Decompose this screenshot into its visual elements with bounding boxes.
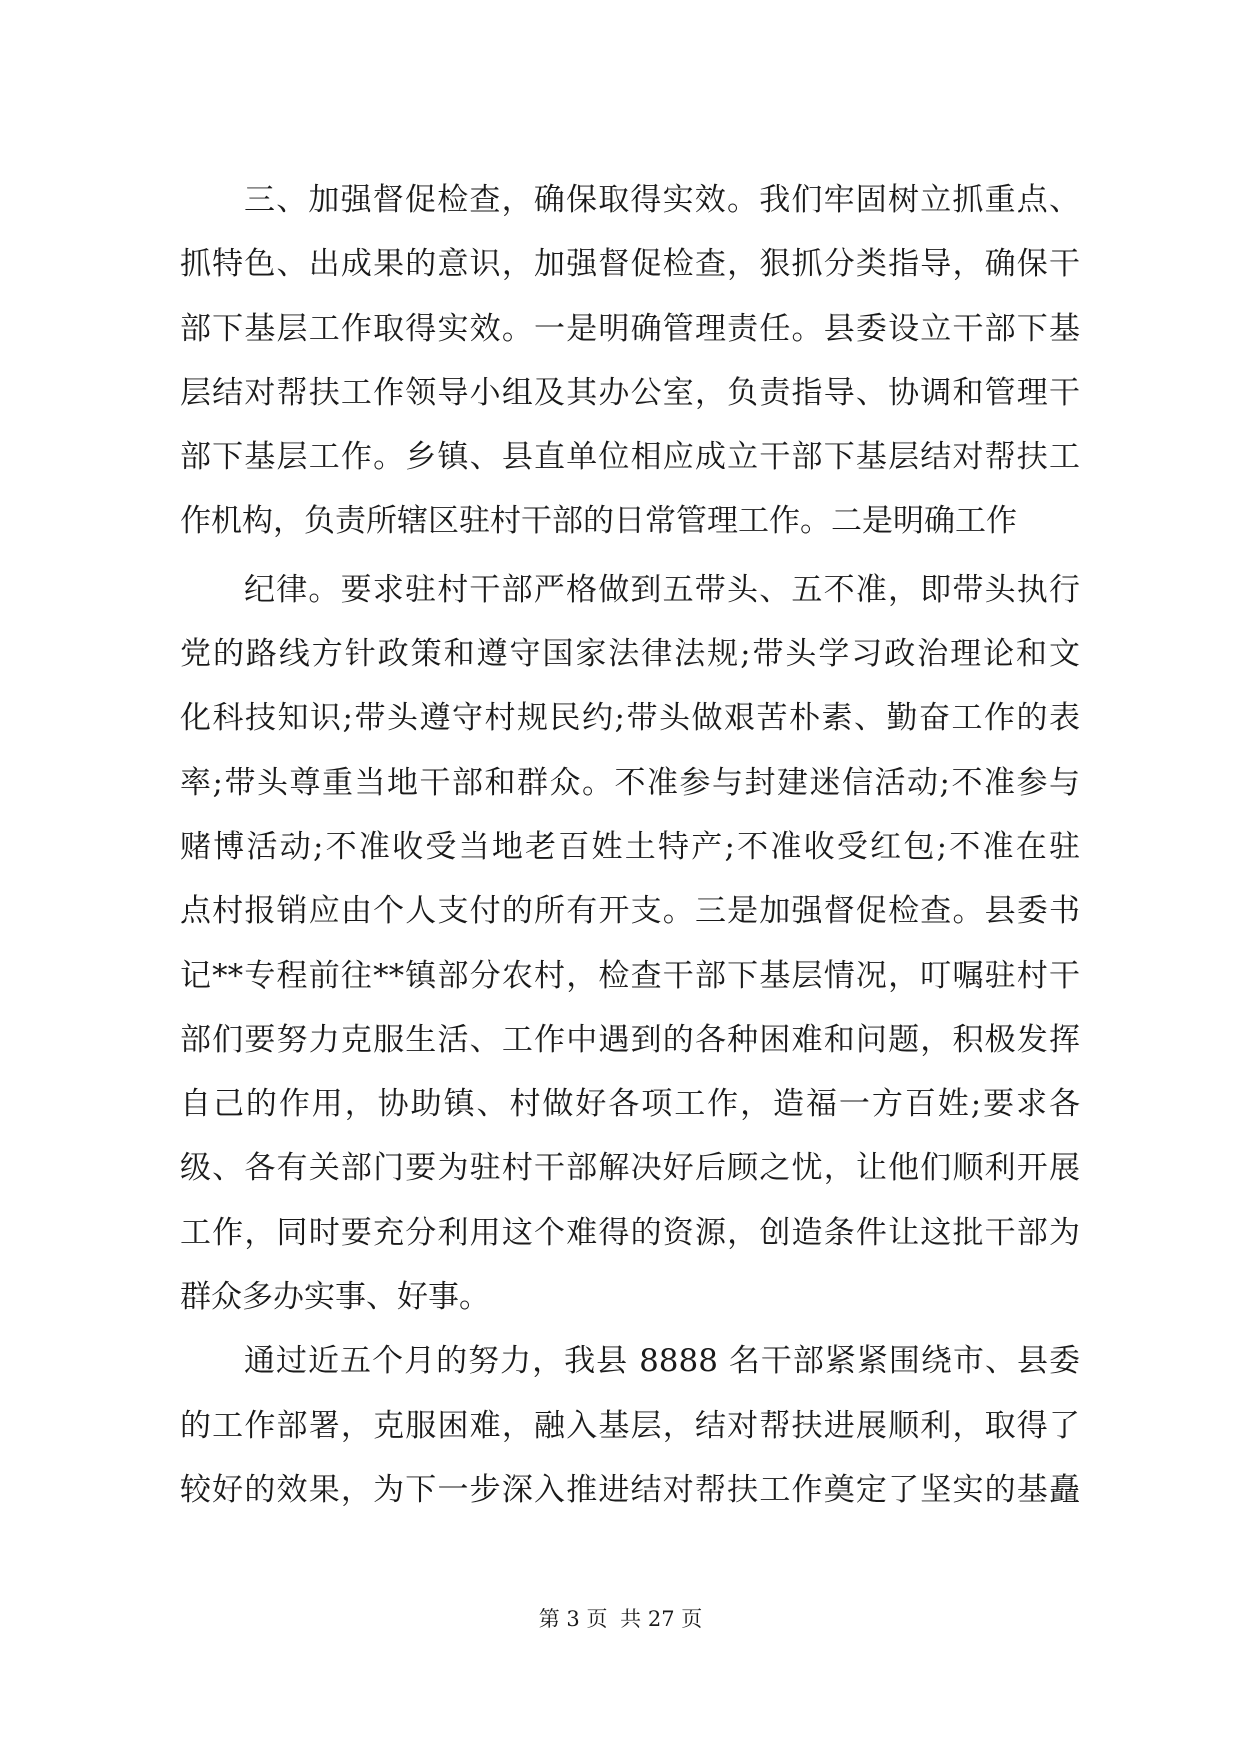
- text-line: 部下基层工作。乡镇、县直单位相应成立干部下基层结对帮扶工: [180, 439, 1080, 476]
- paragraph-supervision: [180, 168, 1080, 554]
- paragraph-discipline: [180, 558, 1080, 1330]
- document-body: [180, 168, 1080, 1522]
- text-line: 通过近五个月的努力，我县 8888 名干部紧紧围绕市、县委: [244, 1343, 1080, 1380]
- text-line: 党的路线方针政策和遵守国家法律法规;带头学习政治理论和文: [180, 636, 1080, 673]
- page-footer: [0, 1604, 1241, 1634]
- text-line: 化科技知识;带头遵守村规民约;带头做艰苦朴素、勤奋工作的表: [180, 700, 1080, 737]
- text-line: 赌博活动;不准收受当地老百姓土特产;不准收受红包;不准在驻: [180, 828, 1080, 865]
- text-line: 部们要努力克服生活、工作中遇到的各种困难和问题，积极发挥: [180, 1021, 1080, 1058]
- text-line: 纪律。要求驻村干部严格做到五带头、五不准，即带头执行: [244, 571, 1080, 608]
- text-line: 较好的效果，为下一步深入推进结对帮扶工作奠定了坚实的基矗: [180, 1471, 1080, 1508]
- page-number: 第 3 页: [538, 1607, 608, 1631]
- text-line: 级、各有关部门要为驻村干部解决好后顾之忧，让他们顺利开展: [180, 1150, 1080, 1187]
- text-line: 记**专程前往**镇部分农村，检查干部下基层情况，叮嘱驻村干: [180, 957, 1080, 994]
- paragraph-results: [180, 1329, 1080, 1522]
- page-total: 共 27 页: [620, 1607, 703, 1631]
- text-line: 三、加强督促检查，确保取得实效。我们牢固树立抓重点、: [244, 182, 1080, 218]
- text-line: 点村报销应由个人支付的所有开支。三是加强督促检查。县委书: [180, 893, 1080, 930]
- text-line: 工作，同时要充分利用这个难得的资源，创造条件让这批干部为: [180, 1214, 1080, 1251]
- text-line: 自己的作用，协助镇、村做好各项工作，造福一方百姓;要求各: [180, 1086, 1080, 1123]
- text-line: 率;带头尊重当地干部和群众。不准参与封建迷信活动;不准参与: [180, 764, 1080, 801]
- text-line: 作机构，负责所辖区驻村干部的日常管理工作。二是明确工作: [180, 503, 1017, 540]
- text-line: 部下基层工作取得实效。一是明确管理责任。县委设立干部下基: [180, 310, 1080, 347]
- text-line: 层结对帮扶工作领导小组及其办公室，负责指导、协调和管理干: [180, 374, 1080, 411]
- text-line: 抓特色、出成果的意识，加强督促检查，狠抓分类指导，确保干: [180, 246, 1080, 283]
- text-line: 的工作部署，克服困难，融入基层，结对帮扶进展顺利，取得了: [180, 1407, 1080, 1444]
- text-line: 群众多办实事、好事。: [180, 1279, 490, 1316]
